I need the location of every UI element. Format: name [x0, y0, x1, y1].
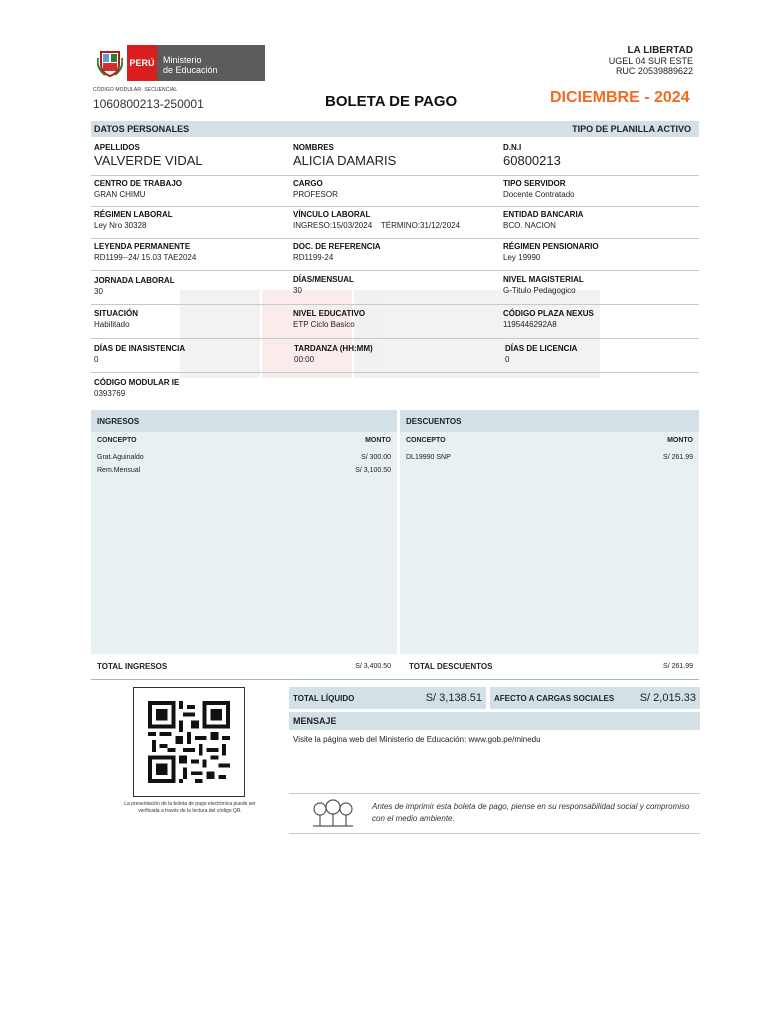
- payroll-type: TIPO DE PLANILLA ACTIVO: [572, 124, 691, 134]
- field-plaza-nexus: CÓDIGO PLAZA NEXUS 1195446292A8: [503, 309, 594, 329]
- ingreso-row: Rem.Mensual S/ 3,100.50: [97, 467, 391, 474]
- trees-icon: [310, 799, 356, 829]
- column-concepto: CONCEPTO: [97, 437, 137, 444]
- mensaje-text: Visite la página web del Ministerio de Educación: www.gob.pe/minedu: [293, 735, 541, 744]
- field-dni: D.N.I 60800213: [503, 143, 561, 168]
- field-regimen-pensionario: RÉGIMEN PENSIONARIO Ley 19990: [503, 242, 599, 262]
- total-ingresos: TOTAL INGRESOS S/ 3,400.50: [97, 661, 391, 671]
- verification-qr-code: [133, 687, 245, 797]
- field-codigo-modular-ie: CÓDIGO MODULAR IE 0393769: [94, 378, 180, 398]
- field-entidad-bancaria: ENTIDAD BANCARIA BCO. NACION: [503, 210, 584, 230]
- field-apellidos: APELLIDOS VALVERDE VIDAL: [94, 143, 203, 168]
- divider: [289, 833, 700, 834]
- total-liquido-value: S/ 3,138.51: [425, 692, 482, 704]
- field-centro-trabajo: CENTRO DE TRABAJO GRAN CHIMU: [94, 179, 183, 199]
- pay-period: DICIEMBRE - 2024: [550, 89, 690, 106]
- total-descuentos: TOTAL DESCUENTOS S/ 261.99: [409, 661, 693, 671]
- field-cargo: CARGO PROFESOR: [293, 179, 338, 199]
- sequence-label: CÓDIGO MODULAR- SECUENCIAL: [93, 87, 178, 93]
- afecto-value: S/ 2,015.33: [639, 692, 696, 704]
- region-name: LA LIBERTAD: [627, 45, 693, 56]
- personal-data-bar: [91, 121, 699, 137]
- ingresos-title: INGRESOS: [91, 410, 397, 432]
- divider: [91, 372, 699, 373]
- field-leyenda-permanente: LEYENDA PERMANENTE RD1199--24/ 15.03 TAE2024: [94, 242, 197, 262]
- divider: [289, 793, 700, 794]
- mensaje-title: MENSAJE: [289, 712, 700, 730]
- field-nivel-educativo: NIVEL EDUCATIVO ETP Ciclo Basico: [293, 309, 366, 329]
- ruc-number: RUC 20539889622: [615, 66, 693, 76]
- divider: [91, 270, 699, 271]
- document-title: BOLETA DE PAGO: [325, 93, 458, 110]
- divider: [91, 679, 699, 680]
- minedu-logo: [93, 45, 265, 81]
- field-doc-referencia: DOC. DE REFERENCIA RD1199-24: [293, 242, 381, 262]
- coat-of-arms-icon: [93, 45, 127, 81]
- issuer-info: [609, 46, 693, 76]
- column-monto: MONTO: [667, 437, 693, 444]
- divider: [91, 238, 699, 239]
- sequence-value: 1060800213-250001: [93, 97, 204, 111]
- descuentos-title: DESCUENTOS: [400, 410, 699, 432]
- descuento-row: DL19990 SNP S/ 261.99: [406, 454, 693, 461]
- column-monto: MONTO: [365, 437, 391, 444]
- field-jornada-laboral: JORNADA LABORAL 30: [94, 276, 175, 296]
- logo-peru-label: PERÚ: [127, 45, 157, 81]
- qr-code-icon: [148, 701, 230, 783]
- field-regimen-laboral: RÉGIMEN LABORAL Ley Nro 30328: [94, 210, 173, 230]
- qr-note: La presentación de la boleta de pago electrónica puede ser verificada a través de la lectura del código QR.: [124, 801, 256, 814]
- field-tipo-servidor: TIPO SERVIDOR Docente Contratado: [503, 179, 575, 199]
- divider: [91, 338, 699, 339]
- field-dias-licencia: DÍAS DE LICENCIA 0: [505, 344, 578, 364]
- ingreso-row: Grat.Aguinaldo S/ 300.00: [97, 454, 391, 461]
- descuentos-column-headers: [400, 437, 699, 444]
- field-nombres: NOMBRES ALICIA DAMARIS: [293, 143, 397, 168]
- column-concepto: CONCEPTO: [406, 437, 446, 444]
- divider: [91, 304, 699, 305]
- field-vinculo-laboral: VÍNCULO LABORAL INGRESO:15/03/2024 TÉRMINO:31/12/2024: [293, 210, 461, 230]
- personal-data-title: DATOS PERSONALES: [94, 124, 190, 134]
- ingresos-panel: [91, 410, 397, 654]
- field-nivel-magisterial: NIVEL MAGISTERIAL G-Titulo Pedagogico: [503, 275, 584, 295]
- field-dias-inasistencia: DÍAS DE INASISTENCIA 0: [94, 344, 186, 364]
- total-liquido: [289, 687, 486, 709]
- eco-notice: Antes de imprimir esta boleta de pago, piense en su responsabilidad social y compromiso con el medio ambiente.: [372, 802, 690, 823]
- divider: [91, 206, 699, 207]
- field-situacion: SITUACIÓN Habilitado: [94, 309, 138, 329]
- afecto-cargas-sociales: [490, 687, 700, 709]
- afecto-label: AFECTO A CARGAS SOCIALES: [494, 693, 615, 703]
- ingresos-column-headers: [91, 437, 397, 444]
- ugel-name: UGEL 04 SUR ESTE: [608, 56, 693, 66]
- field-tardanza: TARDANZA (HH:MM) 00:00: [294, 344, 373, 364]
- divider: [91, 175, 699, 176]
- field-dias-mensual: DÍAS/MENSUAL 30: [293, 275, 354, 295]
- descuentos-panel: [400, 410, 699, 654]
- logo-ministry-label: Ministerio de Educación: [157, 45, 265, 81]
- total-liquido-label: TOTAL LÍQUIDO: [293, 693, 355, 703]
